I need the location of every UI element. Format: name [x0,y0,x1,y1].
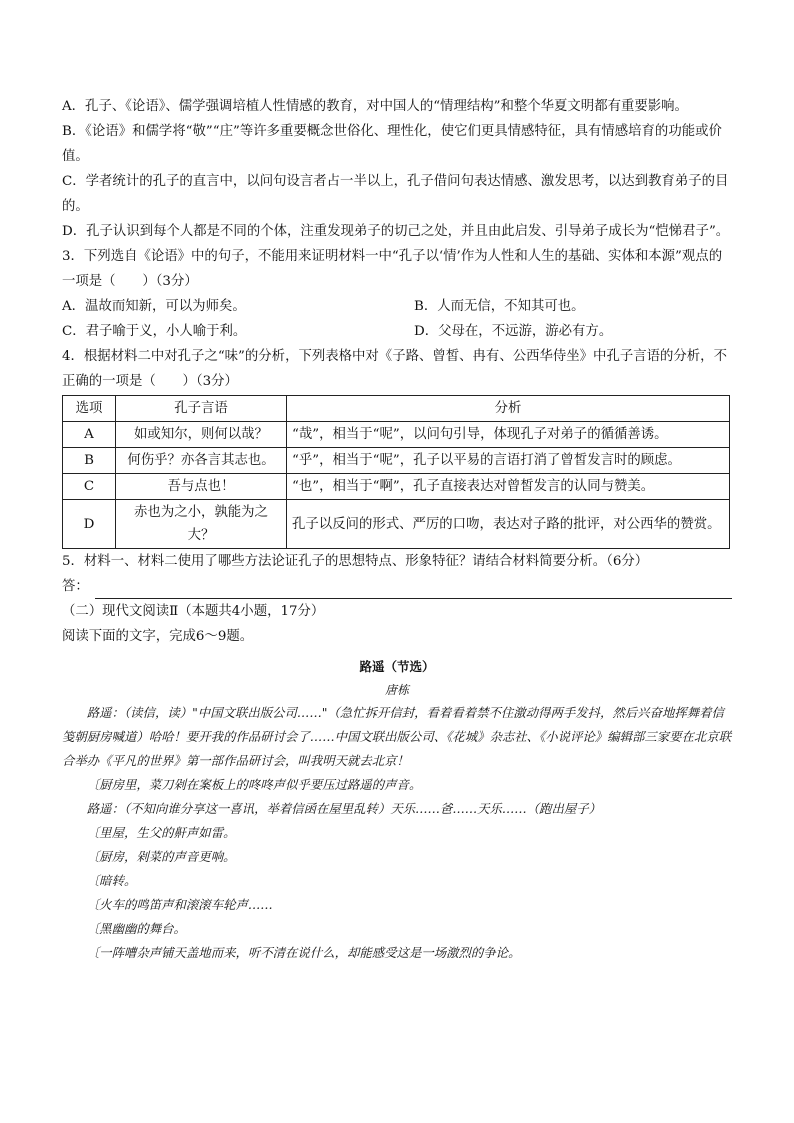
table-cell-option: B [63,448,116,474]
stage-direction: 〔火车的鸣笛声和滚滚车轮声…… [86,897,273,912]
q2-option-d: D．孔子认识到每个人都是不同的个体，注重发现弟子的切己之处，并且由此启发、引导弟子成长为“恺悌君子”。 [62,224,730,239]
q2-option-c: C．学者统计的孔子的直言中，以问句设言者占一半以上，孔子借问句表达情感、激发思考，以达到教育弟子的目的。 [62,174,729,214]
section-instruction: 阅读下面的文字，完成6～9题。 [62,629,254,644]
table-row [63,500,730,549]
q3-options-row2 [62,319,732,344]
q3-option-b: B．人而无信，不知其可也。 [414,299,585,314]
q2-option-b: B．《论语》和儒学将“敬”“庄”等许多重要概念世俗化、理性化，使它们更具情感特征，具有情感培育的功能或价值。 [62,124,722,164]
table-header-quote: 孔子言语 [116,396,287,422]
stage-direction: 〔厨房，剁菜的声音更响。 [86,849,236,864]
answer-underline[interactable] [95,581,732,599]
table-cell-quote: 赤也为之小，孰能为之大？ [116,500,287,549]
passage-line: 路遥：（读信，读）"中国文联出版公司……"（急忙拆开信封，看着看着禁不住激动得两手发抖，然后兴奋地挥舞着信笺朝厨房喊道）哈哈！要开我的作品研讨会了……中国文联出版公司、《花城》杂志社、《小说评论》编辑部三家要在北京联合举办《平凡的世界》第一部作品研讨会，叫我明天就去北京！ [62,705,732,768]
stage-direction: 〔里屋，生父的鼾声如雷。 [86,825,236,840]
q4-stem: 4．根据材料二中对孔子之“味”的分析，下列表格中对《子路、曾皙、冉有、公西华侍坐》中孔子言语的分析，不正确的一项是（ ）（3分） [62,349,727,389]
table-row [63,474,730,500]
q5-stem: 5．材料一、材料二使用了哪些方法论证孔子的思想特点、形象特征？请结合材料简要分析。（6分） [62,554,649,569]
q3-option-d: D．父母在，不远游，游必有方。 [414,324,613,339]
q2-option-a: A．孔子、《论语》、儒学强调培植人性情感的教育，对中国人的“情理结构”和整个华夏文明都有重要影响。 [62,99,688,114]
stage-direction: 〔一阵嘈杂声铺天盖地而来，听不清在说什么，却能感受这是一场激烈的争论。 [86,945,521,960]
table-row [63,422,730,448]
table-header-option: 选项 [63,396,116,422]
table-header-analysis: 分析 [287,396,730,422]
table-cell-quote: 何伤乎？亦各言其志也。 [116,448,287,474]
table-cell-option: C [63,474,116,500]
table-cell-option: D [63,500,116,549]
table-cell-quote: 吾与点也！ [116,474,287,500]
table-cell-option: A [63,422,116,448]
passage-title: 路遥（节选） [359,659,435,674]
answer-label: 答： [62,579,89,594]
stage-direction: 〔暗转。 [86,873,137,888]
section-heading: （二）现代文阅读Ⅱ（本题共4小题，17分） [62,604,325,619]
table-cell-analysis: “哉”，相当于“呢”，以问句引导，体现孔子对弟子的循循善诱。 [287,422,730,448]
q3-option-c: C．君子喻于义，小人喻于利。 [62,324,247,339]
table-cell-quote: 如或知尔，则何以哉？ [116,422,287,448]
passage-body [62,701,732,965]
stage-direction: 〔黑幽幽的舞台。 [86,921,186,936]
table-cell-analysis: 孔子以反问的形式、严厉的口吻，表达对子路的批评，对公西华的赞赏。 [287,500,730,549]
table-row [63,448,730,474]
q4-table [62,395,730,549]
passage-line: 路遥：（不知向谁分享这一喜讯，举着信函在屋里乱转）天乐……爸……天乐……（跑出屋子） [86,801,602,816]
q3-option-a: A．温故而知新，可以为师矣。 [62,299,246,314]
passage-author: 唐栋 [384,683,409,697]
q3-stem: 3．下列选自《论语》中的句子，不能用来证明材料一中“孔子以‘情’作为人性和人生的基础、实体和本源”观点的一项是（ ）（3分） [62,249,723,289]
table-cell-analysis: “乎”，相当于“呢”，孔子以平易的言语打消了曾皙发言时的顾虑。 [287,448,730,474]
stage-direction: 〔厨房里，菜刀剁在案板上的咚咚声似乎要压过路遥的声音。 [86,777,422,792]
q3-options-row1 [62,294,732,319]
q5-answer-area[interactable] [62,574,732,599]
exam-page [62,94,732,965]
table-header-row [63,396,730,422]
table-cell-analysis: “也”，相当于“啊”，孔子直接表达对曾皙发言的认同与赞美。 [287,474,730,500]
